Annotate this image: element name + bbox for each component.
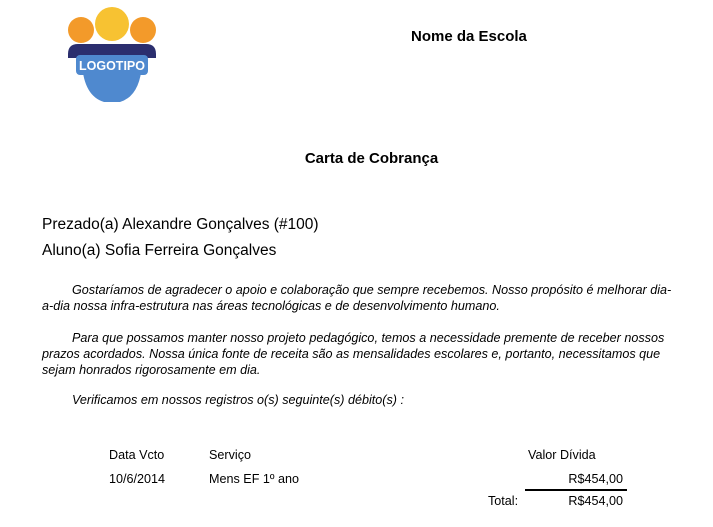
table-row-amount: R$454,00 [568, 472, 623, 486]
paragraph-debts-intro-text: Verificamos em nossos registros o(s) seguinte(s) débito(s) : [72, 393, 404, 407]
logo-right-head [130, 17, 156, 43]
table-header-amount: Valor Dívida [528, 448, 596, 462]
total-divider [525, 489, 627, 491]
paragraph-thanks-text: Gostaríamos de agradecer o apoio e colaboração que sempre recebemos. Nosso propósito é melhorar dia-a-dia nossa infra-estrutura nas áreas tecnológicas e de desenvolvimento humano. [42, 283, 672, 313]
table-header-due-date: Data Vcto [109, 448, 165, 462]
logo-center-head [95, 7, 129, 41]
school-logo [62, 6, 162, 106]
paragraph-payment-request [42, 330, 682, 378]
school-name: Nome da Escola [411, 28, 527, 45]
greeting-guardian: Prezado(a) Alexandre Gonçalves (#100) [42, 216, 319, 233]
table-row-service: Mens EF 1º ano [209, 472, 300, 486]
paragraph-payment-request-text: Para que possamos manter nosso projeto pedagógico, temos a necessidade premente de receber nossos prazos acordados. Nossa única fonte de receita são as mensalidades escolares e, portanto, necessitamos que sejam honrados rigorosamente em dia. [42, 331, 665, 377]
table-header-service: Serviço [209, 448, 251, 462]
total-value: R$454,00 [568, 494, 623, 508]
table-row-due-date: 10/6/2014 [109, 472, 166, 486]
total-label: Total: [488, 494, 519, 508]
paragraph-thanks [42, 282, 682, 314]
paragraph-debts-intro [42, 392, 682, 408]
document-title: Carta de Cobrança [304, 150, 439, 167]
logo-left-head [68, 17, 94, 43]
greeting-student: Aluno(a) Sofia Ferreira Gonçalves [42, 242, 277, 259]
logo-text: LOGOTIPO [79, 59, 145, 73]
